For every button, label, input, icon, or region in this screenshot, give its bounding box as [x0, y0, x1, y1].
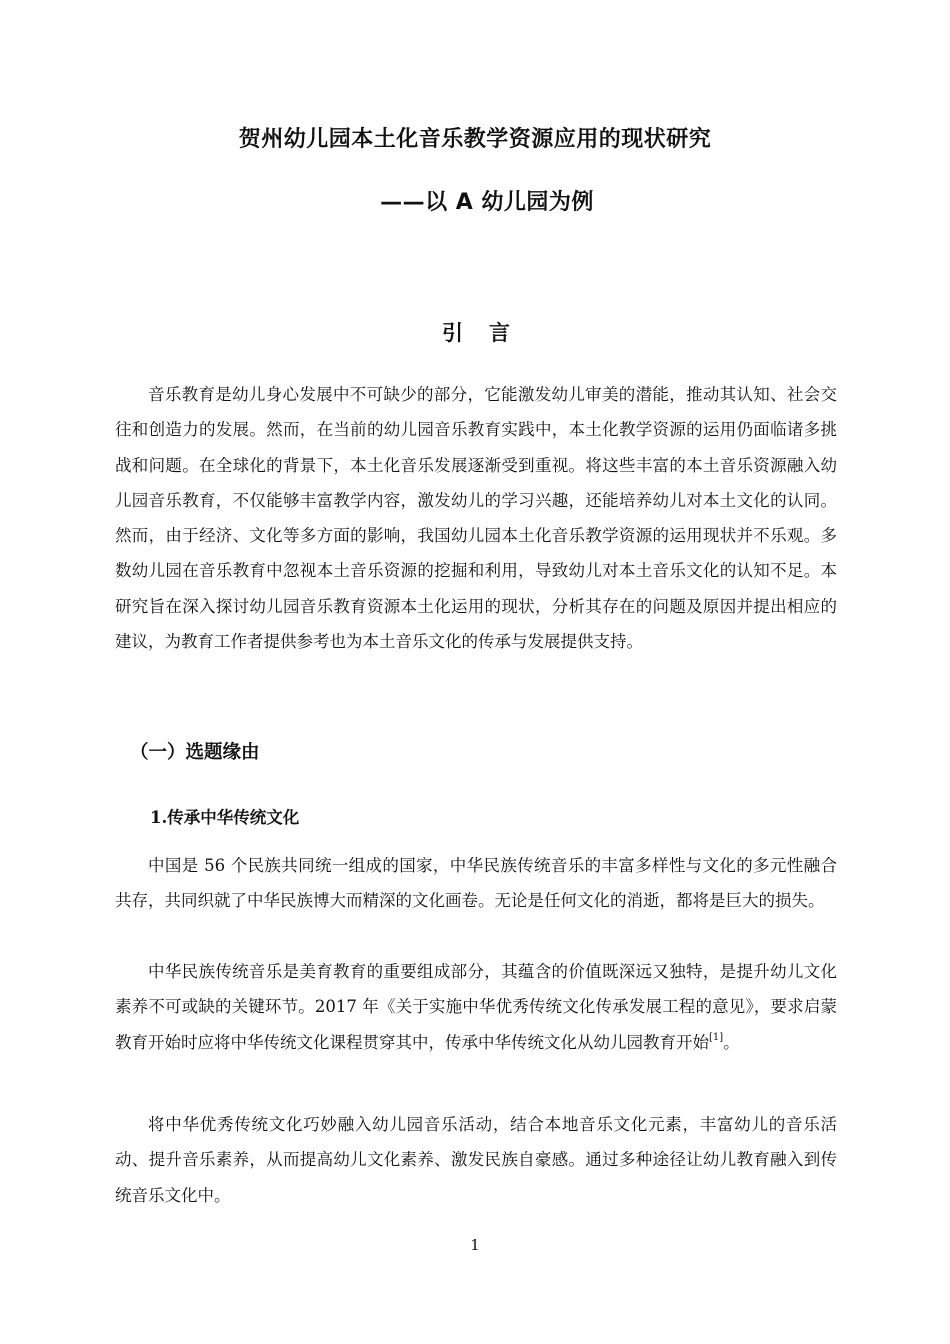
- intro-heading: 引言: [442, 321, 536, 345]
- body-paragraph-2: [115, 954, 837, 1060]
- section-heading-topic-reason: （一）选题缘由: [130, 742, 260, 763]
- subsection-title: 传承中华传统文化: [167, 808, 300, 827]
- subsection-heading-heritage: [150, 803, 299, 833]
- body-paragraph-3: 将中华优秀传统文化巧妙融入幼儿园音乐活动，结合本地音乐文化元素，丰富幼儿的音乐活动、提升音乐素养，从而提高幼儿文化素养、激发民族自豪感。通过多种途径让幼儿教育融入到传统音乐文化中。: [115, 1115, 837, 1205]
- page-number: 1: [470, 1236, 480, 1254]
- citation-marker: [1]: [709, 1031, 724, 1043]
- body-paragraph-2-text: 中华民族传统音乐是美育教育的重要组成部分，其蕴含的价值既深远又独特，是提升幼儿文化素养不可或缺的关键环节。2017 年《关于实施中华优秀传统文化传承发展工程的意见》，要求启蒙教育开始时应将中华传统文化课程贯穿其中，传承中华传统文化从幼儿园教育开始: [115, 962, 837, 1052]
- document-title: 贺州幼儿园本土化音乐教学资源应用的现状研究: [238, 127, 712, 152]
- body-paragraph-2-end: 。: [723, 1032, 740, 1052]
- subsection-number: 1.: [150, 808, 168, 827]
- document-subtitle: ——以 A 幼儿园为例: [380, 190, 594, 215]
- body-paragraph-1: 中国是 56 个民族共同统一组成的国家，中华民族传统音乐的丰富多样性与文化的多元性融合共存，共同织就了中华民族博大而精深的文化画卷。无论是任何文化的消逝，都将是巨大的损失。: [115, 856, 837, 911]
- intro-paragraph: 音乐教育是幼儿身心发展中不可缺少的部分，它能激发幼儿审美的潜能，推动其认知、社会交往和创造力的发展。然而，在当前的幼儿园音乐教育实践中，本土化教学资源的运用仍面临诸多挑战和问题。在全球化的背景下，本土化音乐发展逐渐受到重视。将这些丰富的本土音乐资源融入幼儿园音乐教育，不仅能够丰富教学内容，激发幼儿的学习兴趣，还能培养幼儿对本土文化的认同。然而，由于经济、文化等多方面的影响，我国幼儿园本土化音乐教学资源的运用现状并不乐观。多数幼儿园在音乐教育中忽视本土音乐资源的挖掘和利用，导致幼儿对本土音乐文化的认知不足。本研究旨在深入探讨幼儿园音乐教育资源本土化运用的现状，分析其存在的问题及原因并提出相应的建议，为教育工作者提供参考也为本土音乐文化的传承与发展提供支持。: [115, 385, 837, 652]
